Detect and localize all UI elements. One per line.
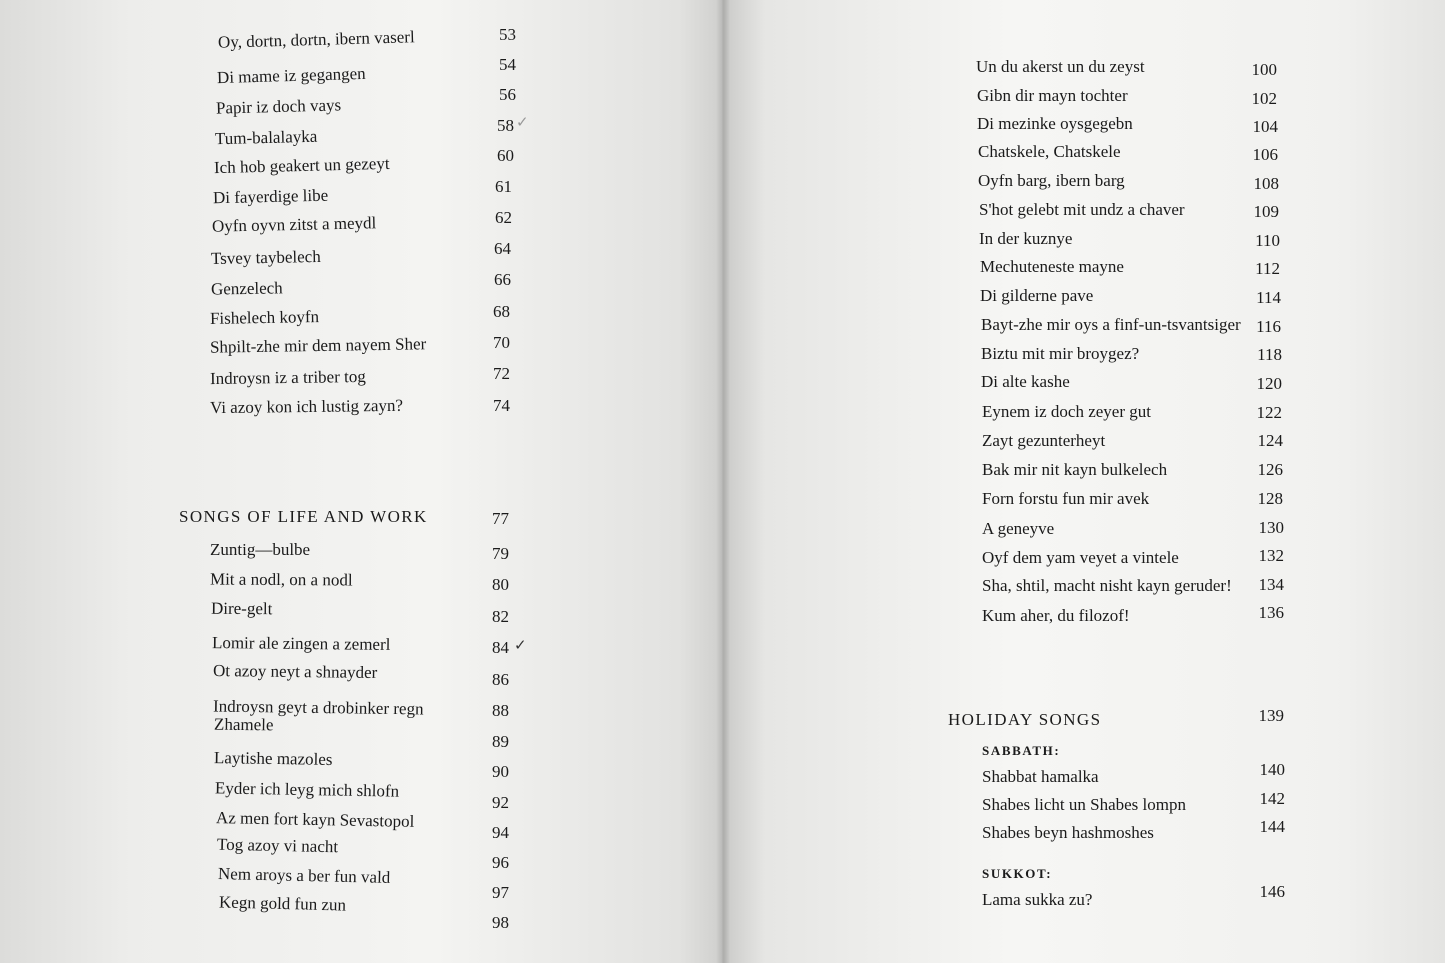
section-heading: HOLIDAY SONGS [948,710,1102,729]
toc-title: Eyder ich leyg mich shlofn [214,778,400,801]
toc-title: Kegn gold fun zun [218,892,347,915]
toc-title: Biztu mit mir broygez? [981,344,1140,363]
toc-title: Chatskele, Chatskele [978,142,1121,161]
toc-page-number: 130 [1258,518,1284,537]
section-heading: SONGS OF LIFE AND WORK [179,507,428,526]
toc-title: Papir iz doch vays [215,95,342,118]
toc-page-number: 94 [492,823,509,842]
toc-title: Mit a nodl, on a nodl [209,569,353,590]
toc-title: Oyfn oyvn zitst a meydl [211,213,377,236]
toc-page-number: 140 [1259,760,1285,779]
toc-title: Oy, dortn, dortn, ibern vaserl [217,27,415,52]
toc-page-number: 56 [499,85,516,104]
toc-title: Vi azoy kon ich lustig zayn? [209,395,404,418]
toc-title: Genzelech [210,278,283,299]
toc-page-number: 96 [492,853,509,872]
section-page-number: 77 [492,509,509,528]
subsection-heading: SUKKOT: [982,866,1053,881]
toc-page-number: 124 [1257,431,1283,450]
toc-page-number: 144 [1259,817,1285,836]
toc-title: Indroysn geyt a drobinker regn [212,696,424,719]
toc-page-number: 70 [493,333,510,352]
toc-page-number: 116 [1256,317,1281,336]
toc-title: Zuntig—bulbe [210,540,311,559]
toc-title: Shabbat hamalka [982,767,1099,786]
toc-page-number: 92 [492,793,509,812]
toc-page-number: 68 [493,302,510,321]
toc-title: Di alte kashe [981,372,1070,391]
toc-page-number: 61 [495,177,512,196]
toc-title: A geneyve [982,519,1055,538]
toc-page-number: 102 [1251,89,1277,108]
toc-title: Shabes beyn hashmoshes [982,823,1154,842]
toc-page-number: 109 [1253,202,1279,221]
toc-page-number: 54 [499,55,516,74]
toc-title: Fishelech koyfn [209,307,320,328]
toc-page-number: 142 [1259,789,1285,808]
toc-page-number: 80 [492,575,509,594]
toc-title: Ot azoy neyt a shnayder [212,660,378,683]
section-page-number: 139 [1258,706,1284,725]
toc-title: Dire-gelt [210,598,273,619]
toc-title: Oyf dem yam veyet a vintele [982,548,1179,567]
toc-page-number: 98 [492,913,509,932]
toc-title: Oyfn barg, ibern barg [978,171,1125,190]
toc-page-number: 60 [497,146,514,165]
toc-page-number: 122 [1256,403,1282,422]
toc-title: Di gilderne pave [980,286,1094,305]
toc-title: Shpilt-zhe mir dem nayem Sher [209,334,427,357]
check-mark: ✓ [516,115,529,131]
toc-page-number: 64 [494,239,511,258]
book-gutter [716,0,730,963]
toc-title: Az men fort kayn Sevastopol [215,808,415,831]
toc-page-number: 66 [494,270,511,289]
toc-page-number: 84 [492,638,509,657]
toc-page-number: 53 [499,25,516,44]
toc-title: Zayt gezunterheyt [982,431,1106,450]
toc-title: Zhamele [213,714,274,735]
toc-title: Eynem iz doch zeyer gut [982,402,1151,421]
toc-page-number: 100 [1251,60,1277,79]
toc-title: Shabes licht un Shabes lompn [982,795,1186,814]
toc-page-number: 58 [497,116,514,135]
toc-page-number: 106 [1252,145,1278,164]
toc-title: Gibn dir mayn tochter [977,86,1128,105]
toc-title: Kum aher, du filozof! [982,606,1130,625]
toc-page-number: 108 [1253,174,1279,193]
toc-page-number: 86 [492,670,509,689]
toc-page-number: 128 [1257,489,1283,508]
toc-page-number: 114 [1256,288,1281,307]
toc-title: Bak mir nit kayn bulkelech [982,460,1168,479]
toc-title: Un du akerst un du zeyst [976,57,1145,76]
toc-page-number: 79 [492,544,509,563]
toc-title: Tog azoy vi nacht [216,834,339,857]
toc-page-number: 136 [1258,603,1284,622]
toc-page-number: 62 [495,208,512,227]
toc-page-number: 146 [1259,882,1285,901]
toc-title: Ich hob geakert un gezeyt [213,153,390,178]
toc-page-number: 110 [1255,231,1280,250]
toc-title: In der kuznye [979,229,1073,248]
toc-title: Lama sukka zu? [982,890,1093,909]
toc-page-number: 74 [493,396,510,415]
toc-page-number: 134 [1258,575,1284,594]
toc-page-number: 88 [492,701,509,720]
toc-page-number: 90 [492,762,509,781]
toc-page-number: 82 [492,607,509,626]
toc-page-number: 89 [492,732,509,751]
toc-title: Forn forstu fun mir avek [982,489,1150,508]
toc-page-number: 112 [1255,259,1280,278]
subsection-heading: SABBATH: [982,743,1061,758]
toc-title: Tum-balalayka [214,126,318,149]
toc-title: Mechuteneste mayne [980,257,1124,276]
toc-page-number: 126 [1257,460,1283,479]
toc-title: Nem aroys a ber fun vald [217,864,391,887]
toc-title: Tsvey taybelech [210,246,321,269]
toc-title: Laytishe mazoles [213,748,333,769]
toc-page-number: 120 [1256,374,1282,393]
toc-title: Lomir ale zingen a zemerl [211,633,391,654]
toc-title: Indroysn iz a triber tog [209,366,366,389]
check-mark: ✓ [514,638,527,654]
toc-page-number: 97 [492,883,509,902]
toc-title: Di mame iz gegangen [216,63,366,88]
toc-page-number: 118 [1257,345,1282,364]
toc-page-number: 72 [493,364,510,383]
toc-title: Di fayerdige libe [212,185,329,208]
toc-title: S'hot gelebt mit undz a chaver [979,200,1185,219]
toc-title: Bayt-zhe mir oys a finf-un-tsvantsiger [981,315,1241,334]
toc-title: Sha, shtil, macht nisht kayn geruder! [982,576,1232,595]
toc-title: Di mezinke oysgegebn [977,114,1133,133]
toc-page-number: 104 [1252,117,1278,136]
toc-page-number: 132 [1258,546,1284,565]
